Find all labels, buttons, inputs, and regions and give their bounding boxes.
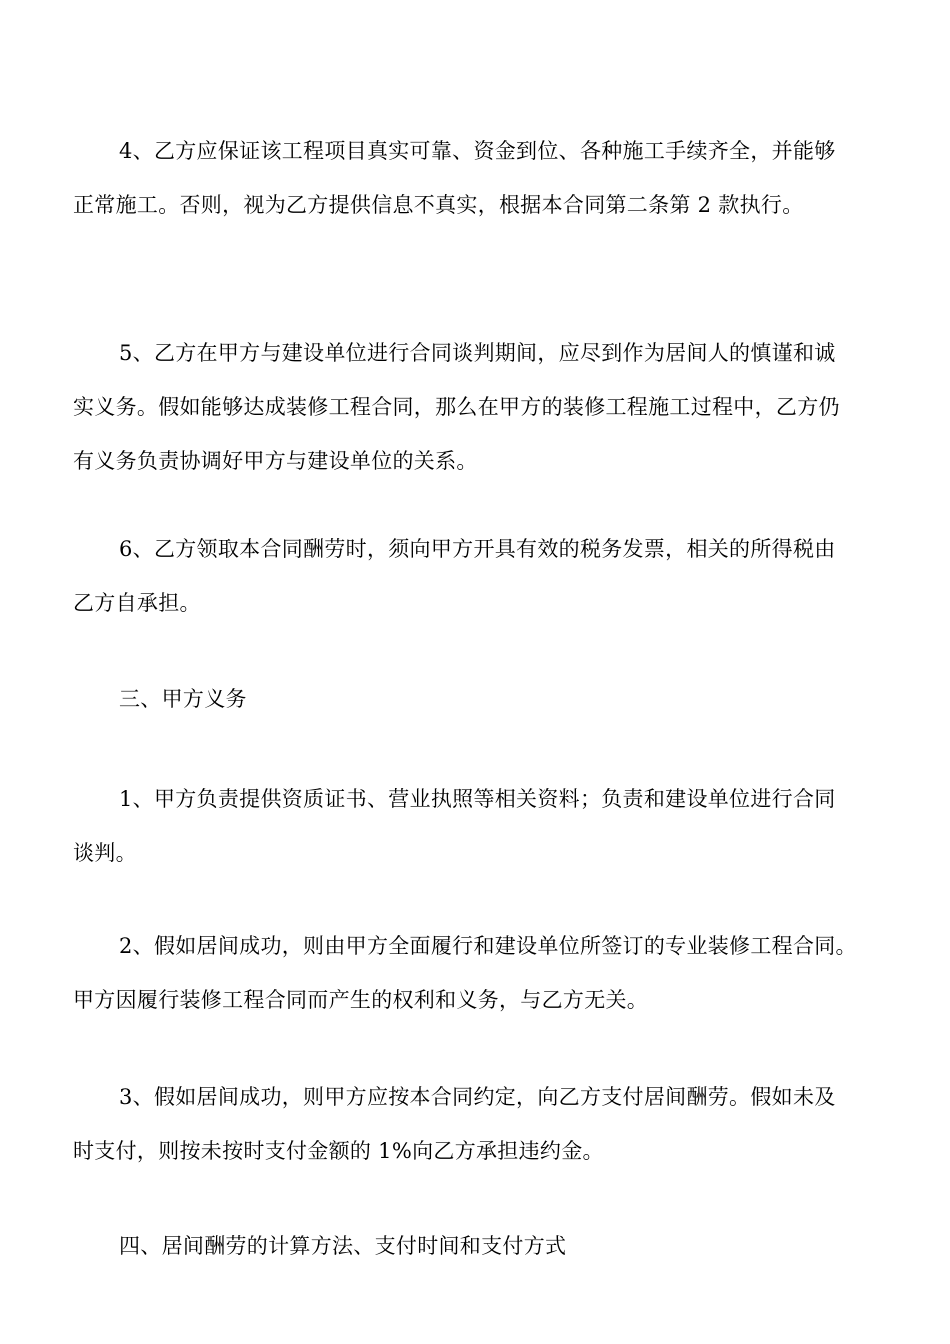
- text-line: 有义务负责协调好甲方与建设单位的关系。: [73, 449, 478, 473]
- heading-text: 三、甲方义务: [119, 687, 247, 711]
- heading-text: 四、居间酬劳的计算方法、支付时间和支付方式: [119, 1234, 567, 1258]
- text-line: 1、甲方负责提供资质证书、营业执照等相关资料；负责和建设单位进行合同: [119, 787, 836, 811]
- paragraph-party-a-item-2: [73, 919, 883, 1027]
- paragraph-item-5: [73, 326, 883, 488]
- text-line: 5、乙方在甲方与建设单位进行合同谈判期间，应尽到作为居间人的慎谨和诚: [119, 341, 836, 365]
- text-line: 时支付，则按未按时支付金额的 1%向乙方承担违约金。: [73, 1139, 604, 1163]
- text-line: 实义务。假如能够达成装修工程合同，那么在甲方的装修工程施工过程中，乙方仍: [73, 395, 840, 419]
- text-line: 4、乙方应保证该工程项目真实可靠、资金到位、各种施工手续齐全，并能够: [119, 139, 836, 163]
- paragraph-party-a-item-1: [73, 772, 883, 880]
- text-line: 正常施工。否则，视为乙方提供信息不真实，根据本合同第二条第 2 款执行。: [73, 193, 804, 217]
- text-line: 乙方自承担。: [73, 591, 201, 615]
- text-line: 谈判。: [73, 841, 137, 865]
- text-line: 2、假如居间成功，则由甲方全面履行和建设单位所签订的专业装修工程合同。: [119, 934, 857, 958]
- section-heading-party-a-obligations: [73, 672, 883, 726]
- text-line: 3、假如居间成功，则甲方应按本合同约定，向乙方支付居间酬劳。假如未及: [119, 1085, 836, 1109]
- paragraph-item-4: [73, 124, 883, 232]
- text-line: 甲方因履行装修工程合同而产生的权利和义务，与乙方无关。: [73, 988, 649, 1012]
- paragraph-item-6: [73, 522, 883, 630]
- paragraph-party-a-item-3: [73, 1070, 883, 1178]
- section-heading-commission-calculation: [73, 1219, 883, 1273]
- text-line: 6、乙方领取本合同酬劳时，须向甲方开具有效的税务发票，相关的所得税由: [119, 537, 836, 561]
